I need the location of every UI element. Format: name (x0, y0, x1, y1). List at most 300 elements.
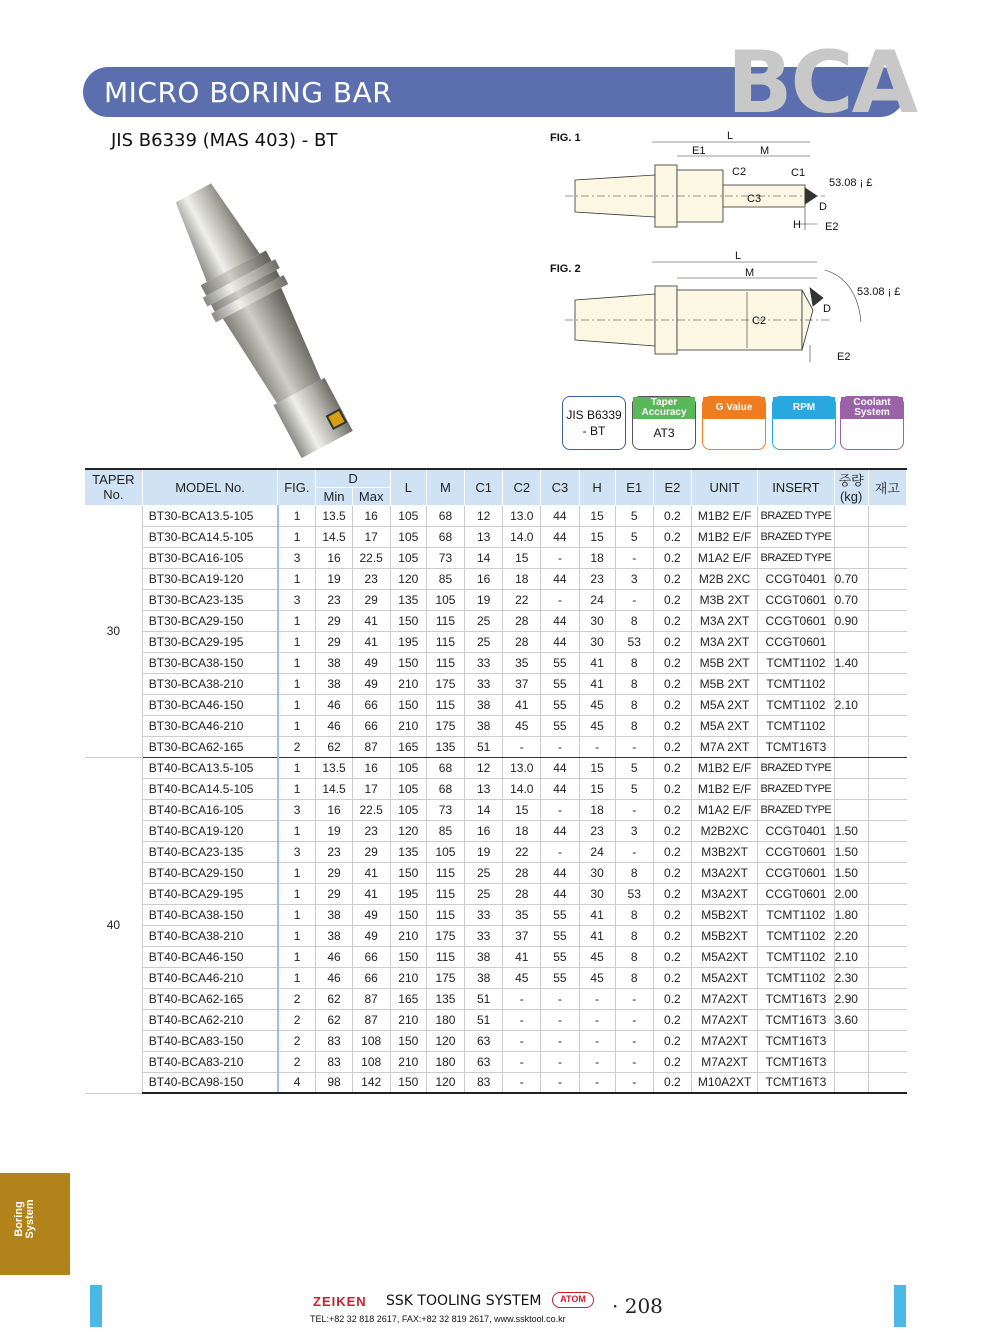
table-cell: M10A2XT (691, 1072, 757, 1093)
stock-cell (868, 967, 906, 988)
fig2-drawing (555, 250, 901, 365)
table-cell: - (503, 1051, 541, 1072)
fig1-drawing (555, 130, 885, 240)
footer-company: SSK TOOLING SYSTEM (386, 1293, 542, 1309)
table-cell: 1.80 (834, 904, 868, 925)
table-cell: 41 (352, 862, 390, 883)
stock-cell (868, 988, 906, 1009)
table-cell: 115 (426, 904, 464, 925)
table-cell: 175 (426, 925, 464, 946)
model-cell: BT30-BCA23-135 (142, 589, 278, 610)
table-row (85, 1072, 907, 1093)
model-cell: BT40-BCA46-210 (142, 967, 278, 988)
table-cell: CCGT0601 (758, 589, 834, 610)
table-cell: M1B2 E/F (691, 757, 757, 778)
table-cell (834, 757, 868, 778)
table-cell: 135 (390, 589, 426, 610)
table-cell: 0.2 (653, 736, 691, 757)
table-cell: 16 (316, 547, 352, 568)
table-cell: CCGT0401 (758, 568, 834, 589)
model-cell: BT40-BCA14.5-105 (142, 778, 278, 799)
col-h: H (579, 469, 615, 505)
stock-cell (868, 505, 906, 526)
table-cell (834, 1030, 868, 1051)
table-cell: 3 (278, 589, 316, 610)
table-cell: 46 (316, 967, 352, 988)
model-cell: BT30-BCA14.5-105 (142, 526, 278, 547)
table-cell: M1B2 E/F (691, 778, 757, 799)
table-cell: 55 (541, 694, 579, 715)
table-cell: 38 (465, 967, 503, 988)
table-cell: 16 (465, 568, 503, 589)
table-cell: CCGT0601 (758, 631, 834, 652)
table-cell: 115 (426, 946, 464, 967)
table-cell: 62 (316, 1009, 352, 1030)
table-cell: 1 (278, 505, 316, 526)
table-cell: 35 (503, 904, 541, 925)
table-cell: 0.2 (653, 883, 691, 904)
table-cell: 8 (615, 610, 653, 631)
footer-bar-right (894, 1285, 906, 1327)
table-cell: M1A2 E/F (691, 799, 757, 820)
table-cell: 1.50 (834, 862, 868, 883)
table-cell: 210 (390, 715, 426, 736)
table-cell: TCMT16T3 (758, 736, 834, 757)
spec-standard-line1: JIS B6339 (566, 408, 622, 422)
table-cell: 1 (278, 631, 316, 652)
table-cell: 29 (352, 589, 390, 610)
table-cell: 12 (465, 505, 503, 526)
spec-coolant (840, 396, 904, 450)
model-cell: BT30-BCA16-105 (142, 547, 278, 568)
table-cell: 18 (503, 820, 541, 841)
table-cell: 14.5 (316, 526, 352, 547)
model-cell: BT40-BCA38-150 (142, 904, 278, 925)
table-cell: 13 (465, 526, 503, 547)
table-cell: 195 (390, 631, 426, 652)
model-cell: BT30-BCA62-165 (142, 736, 278, 757)
table-cell: 87 (352, 988, 390, 1009)
table-cell: CCGT0601 (758, 883, 834, 904)
table-cell: 1 (278, 610, 316, 631)
table-cell: 1 (278, 946, 316, 967)
table-cell: 13.5 (316, 505, 352, 526)
taper-cell: 30 (85, 505, 142, 757)
table-cell: 23 (352, 820, 390, 841)
table-row (85, 778, 907, 799)
table-cell: 44 (541, 568, 579, 589)
col-model: MODEL No. (142, 469, 278, 505)
table-cell: - (615, 736, 653, 757)
table-cell: 0.2 (653, 1009, 691, 1030)
table-cell: M5B2XT (691, 925, 757, 946)
table-cell (834, 631, 868, 652)
table-cell: CCGT0601 (758, 862, 834, 883)
table-cell (834, 736, 868, 757)
table-cell: - (579, 736, 615, 757)
table-cell: 2 (278, 1009, 316, 1030)
table-cell: 33 (465, 652, 503, 673)
table-cell: M7A2XT (691, 1009, 757, 1030)
table-row (85, 862, 907, 883)
model-cell: BT40-BCA29-195 (142, 883, 278, 904)
table-cell: 115 (426, 652, 464, 673)
table-cell: - (503, 988, 541, 1009)
table-cell: 5 (615, 505, 653, 526)
col-e1: E1 (615, 469, 653, 505)
table-cell: CCGT0601 (758, 841, 834, 862)
table-cell: 2.30 (834, 967, 868, 988)
table-cell: 3 (615, 568, 653, 589)
fig1-dim-d: D (819, 201, 827, 213)
table-cell: 38 (465, 694, 503, 715)
stock-cell (868, 652, 906, 673)
table-cell: 0.2 (653, 694, 691, 715)
table-cell (834, 1072, 868, 1093)
table-cell: 150 (390, 652, 426, 673)
table-cell: - (615, 1030, 653, 1051)
table-cell: BRAZED TYPE (758, 547, 834, 568)
table-cell: M5B 2XT (691, 652, 757, 673)
table-cell: 29 (316, 631, 352, 652)
table-cell: - (503, 1072, 541, 1093)
table-cell: 1 (278, 757, 316, 778)
table-cell: 19 (316, 820, 352, 841)
table-cell: 2 (278, 736, 316, 757)
model-cell: BT30-BCA38-150 (142, 652, 278, 673)
table-cell: 49 (352, 925, 390, 946)
col-weight: 중량 (kg) (834, 469, 868, 505)
table-cell: BRAZED TYPE (758, 526, 834, 547)
table-cell: BRAZED TYPE (758, 505, 834, 526)
table-cell: - (541, 736, 579, 757)
table-cell: 210 (390, 1009, 426, 1030)
table-cell: 13.0 (503, 757, 541, 778)
table-cell: 68 (426, 757, 464, 778)
table-cell: 33 (465, 673, 503, 694)
table-cell: 0.2 (653, 610, 691, 631)
table-cell: 0.2 (653, 568, 691, 589)
page-title: MICRO BORING BAR (104, 76, 393, 109)
table-cell: TCMT1102 (758, 673, 834, 694)
table-cell: 28 (503, 862, 541, 883)
table-cell: 45 (503, 967, 541, 988)
table-cell: - (579, 1030, 615, 1051)
table-cell: 18 (579, 799, 615, 820)
stock-cell (868, 862, 906, 883)
stock-cell (868, 841, 906, 862)
model-cell: BT40-BCA83-150 (142, 1030, 278, 1051)
table-cell: 4 (278, 1072, 316, 1093)
table-cell: 68 (426, 526, 464, 547)
stock-cell (868, 526, 906, 547)
table-cell: 0.2 (653, 799, 691, 820)
table-cell: 2.90 (834, 988, 868, 1009)
table-cell: 120 (426, 1030, 464, 1051)
table-cell: 68 (426, 778, 464, 799)
table-cell: 13 (465, 778, 503, 799)
stock-cell (868, 568, 906, 589)
footer-contact: TEL:+82 32 818 2617, FAX:+82 32 819 2617, www.ssktool.co.kr (310, 1314, 566, 1324)
table-cell: 2.10 (834, 946, 868, 967)
table-cell: 165 (390, 988, 426, 1009)
table-cell: 87 (352, 736, 390, 757)
table-cell: 66 (352, 694, 390, 715)
table-cell: 2 (278, 1051, 316, 1072)
col-c3: C3 (541, 469, 579, 505)
table-cell: 142 (352, 1072, 390, 1093)
table-cell: 22.5 (352, 547, 390, 568)
table-cell: M5B2XT (691, 904, 757, 925)
table-cell: TCMT1102 (758, 715, 834, 736)
table-cell: 115 (426, 694, 464, 715)
table-cell: 115 (426, 610, 464, 631)
table-cell: - (541, 799, 579, 820)
table-cell: 28 (503, 883, 541, 904)
table-cell: 29 (316, 862, 352, 883)
table-cell: TCMT1102 (758, 904, 834, 925)
fig1-dim-e2: E2 (825, 221, 839, 233)
table-cell: 5 (615, 778, 653, 799)
table-cell: 83 (316, 1051, 352, 1072)
table-cell: - (541, 1009, 579, 1030)
table-cell: 23 (579, 820, 615, 841)
table-cell: 8 (615, 904, 653, 925)
table-cell: 23 (352, 568, 390, 589)
fig2-dim-c2: C2 (752, 315, 767, 327)
table-cell: 87 (352, 1009, 390, 1030)
table-cell: 3 (278, 841, 316, 862)
fig2-dim-d: D (823, 303, 831, 315)
table-cell: 23 (579, 568, 615, 589)
side-tab (0, 1173, 70, 1275)
fig2-label: FIG. 2 (550, 263, 581, 275)
spec-rpm (772, 396, 836, 450)
stock-cell (868, 799, 906, 820)
footer-brand: ZEIKEN (313, 1294, 367, 1309)
stock-cell (868, 1051, 906, 1072)
table-cell: - (503, 1030, 541, 1051)
table-cell: 45 (579, 967, 615, 988)
table-cell: 55 (541, 925, 579, 946)
table-cell: 25 (465, 610, 503, 631)
table-cell: 0.2 (653, 904, 691, 925)
table-cell: 0.2 (653, 862, 691, 883)
table-cell: 120 (390, 568, 426, 589)
table-cell: 1 (278, 652, 316, 673)
table-cell: 115 (426, 883, 464, 904)
table-cell: 49 (352, 652, 390, 673)
table-cell: 115 (426, 862, 464, 883)
fig1-dim-h: H (793, 219, 801, 231)
table-cell: 83 (465, 1072, 503, 1093)
stock-cell (868, 883, 906, 904)
model-cell: BT30-BCA19-120 (142, 568, 278, 589)
table-cell: - (541, 547, 579, 568)
table-cell: 38 (316, 652, 352, 673)
model-cell: BT30-BCA13.5-105 (142, 505, 278, 526)
table-cell: 22 (503, 841, 541, 862)
model-cell: BT30-BCA38-210 (142, 673, 278, 694)
model-cell: BT30-BCA46-210 (142, 715, 278, 736)
table-cell: 1.40 (834, 652, 868, 673)
table-cell: M5B 2XT (691, 673, 757, 694)
stock-cell (868, 589, 906, 610)
table-cell: 25 (465, 883, 503, 904)
col-d-max: Max (352, 487, 390, 505)
table-cell: 68 (426, 505, 464, 526)
table-cell (834, 673, 868, 694)
table-cell: 18 (503, 568, 541, 589)
table-row (85, 799, 907, 820)
col-c2: C2 (503, 469, 541, 505)
stock-cell (868, 904, 906, 925)
table-cell: M7A2XT (691, 1051, 757, 1072)
table-cell: 49 (352, 673, 390, 694)
table-cell: 25 (465, 862, 503, 883)
table-row (85, 652, 907, 673)
table-cell: 150 (390, 862, 426, 883)
col-m: M (426, 469, 464, 505)
table-cell: 55 (541, 904, 579, 925)
table-cell: - (579, 1051, 615, 1072)
table-cell: 0.2 (653, 589, 691, 610)
col-c1: C1 (465, 469, 503, 505)
table-cell: M7A2XT (691, 1030, 757, 1051)
table-row (85, 547, 907, 568)
table-cell: 41 (352, 631, 390, 652)
table-cell: 30 (579, 631, 615, 652)
table-row (85, 526, 907, 547)
table-cell: 105 (390, 778, 426, 799)
table-cell: 8 (615, 715, 653, 736)
table-cell: TCMT1102 (758, 694, 834, 715)
table-cell: 44 (541, 778, 579, 799)
table-cell: 41 (579, 925, 615, 946)
table-cell: 8 (615, 652, 653, 673)
table-cell: 45 (579, 694, 615, 715)
table-cell: 14.0 (503, 526, 541, 547)
table-cell: 0.90 (834, 610, 868, 631)
table-cell: 55 (541, 967, 579, 988)
table-cell: 180 (426, 1051, 464, 1072)
table-cell: 1 (278, 862, 316, 883)
table-cell: 44 (541, 505, 579, 526)
table-cell: M3A2XT (691, 862, 757, 883)
table-cell: 3 (278, 799, 316, 820)
table-cell: TCMT16T3 (758, 1009, 834, 1030)
table-cell (834, 799, 868, 820)
table-cell: 175 (426, 673, 464, 694)
stock-cell (868, 715, 906, 736)
stock-cell (868, 925, 906, 946)
table-cell: 16 (352, 757, 390, 778)
table-cell: - (503, 736, 541, 757)
table-cell: - (579, 1072, 615, 1093)
table-cell: 19 (316, 568, 352, 589)
table-cell: 73 (426, 799, 464, 820)
standard-subtitle: JIS B6339 (MAS 403) - BT (111, 130, 338, 151)
table-cell: 115 (426, 631, 464, 652)
spec-taper-value: AT3 (653, 426, 675, 440)
table-row (85, 883, 907, 904)
model-cell: BT40-BCA13.5-105 (142, 757, 278, 778)
model-cell: BT40-BCA29-150 (142, 862, 278, 883)
table-cell: 165 (390, 736, 426, 757)
table-cell (834, 778, 868, 799)
table-cell: 195 (390, 883, 426, 904)
table-cell: 210 (390, 1051, 426, 1072)
table-row (85, 1009, 907, 1030)
model-cell: BT40-BCA62-165 (142, 988, 278, 1009)
table-cell: BRAZED TYPE (758, 757, 834, 778)
table-cell: 22.5 (352, 799, 390, 820)
table-cell: 30 (579, 883, 615, 904)
table-row (85, 610, 907, 631)
table-cell: M5A2XT (691, 946, 757, 967)
table-cell: 25 (465, 631, 503, 652)
table-cell: 17 (352, 778, 390, 799)
table-cell: 63 (465, 1051, 503, 1072)
table-cell: 135 (426, 736, 464, 757)
table-cell: 29 (316, 610, 352, 631)
table-cell: 83 (316, 1030, 352, 1051)
table-cell: TCMT1102 (758, 925, 834, 946)
table-cell: 2 (278, 1030, 316, 1051)
table-row (85, 505, 907, 526)
fig1-dim-l: L (727, 130, 734, 142)
spec-rpm-header: RPM (773, 397, 835, 419)
table-cell: - (541, 1072, 579, 1093)
table-cell: 24 (579, 841, 615, 862)
table-cell: 51 (465, 1009, 503, 1030)
table-cell: 150 (390, 1072, 426, 1093)
table-cell: TCMT1102 (758, 652, 834, 673)
table-cell: 44 (541, 631, 579, 652)
model-cell: BT40-BCA46-150 (142, 946, 278, 967)
table-cell (834, 547, 868, 568)
table-cell: 41 (352, 610, 390, 631)
table-cell: 38 (316, 925, 352, 946)
table-cell: 14 (465, 799, 503, 820)
table-cell: 29 (352, 841, 390, 862)
spec-taper-accuracy (632, 396, 696, 450)
table-cell: - (615, 1009, 653, 1030)
table-cell: M5A 2XT (691, 715, 757, 736)
table-cell: 55 (541, 652, 579, 673)
table-cell: 44 (541, 757, 579, 778)
table-cell: M1B2 E/F (691, 526, 757, 547)
table-cell: CCGT0401 (758, 820, 834, 841)
product-code: BCA (727, 33, 917, 133)
table-cell: 1 (278, 904, 316, 925)
stock-cell (868, 757, 906, 778)
table-cell: 62 (316, 736, 352, 757)
table-cell: 108 (352, 1051, 390, 1072)
table-row (85, 967, 907, 988)
table-row (85, 988, 907, 1009)
col-e2: E2 (653, 469, 691, 505)
table-cell: 44 (541, 526, 579, 547)
stock-cell (868, 1072, 906, 1093)
spec-standard-line2: - BT (582, 424, 606, 438)
table-cell: 62 (316, 988, 352, 1009)
table-cell: M7A 2XT (691, 736, 757, 757)
table-cell: 98 (316, 1072, 352, 1093)
table-cell: - (615, 589, 653, 610)
stock-cell (868, 1030, 906, 1051)
spec-coolant-header: Coolant System (841, 397, 903, 419)
